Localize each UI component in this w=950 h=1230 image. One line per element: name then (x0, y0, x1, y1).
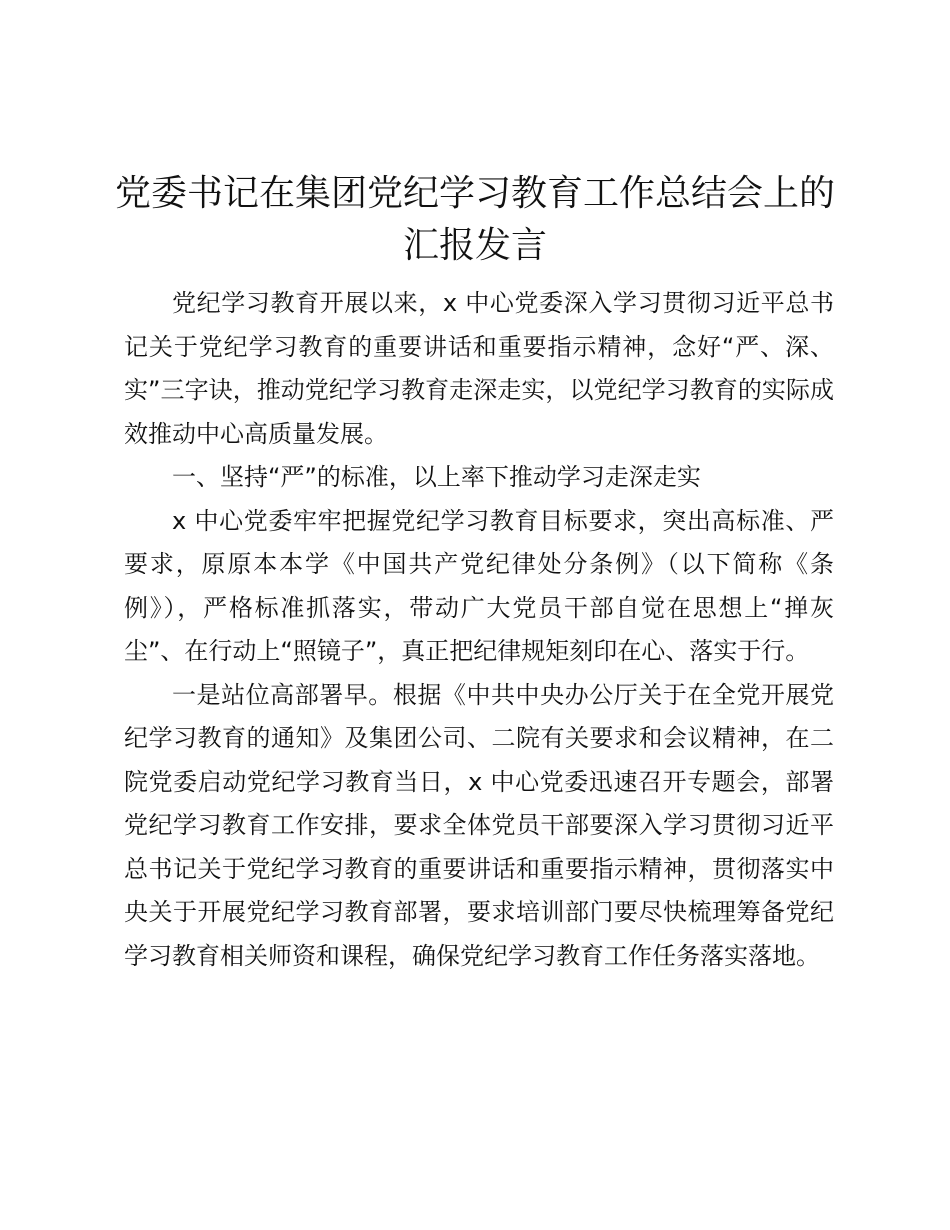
section-heading-1: 一、坚持“严”的标准，以上率下推动学习走深走实 (172, 463, 701, 491)
section-1-point-1-paragraph: 一是站位高部署早。根据《中共中央办公厅关于在全党开展党纪学习教育的通知》及集团公司、二院有关要求和会议精神，在二院党委启动党纪学习教育当日，x 中心党委迅速召开专题会，部署党纪学习教育工作安排，要求全体党员干部要深入学习贯彻习近平总书记关于党纪学习教育的重要讲话和重要指示精神，贯彻落实中央关于开展党纪学习教育部署，要求培训部门要尽快梳理筹备党纪学习教育相关师资和课程，确保党纪学习教育工作任务落实落地。 (124, 680, 834, 970)
section-1-paragraph: x 中心党委牢牢把握党纪学习教育目标要求，突出高标准、严要求，原原本本学《中国共产党纪律处分条例》（以下简称《条例》），严格标准抓落实，带动广大党员干部自觉在思想上“掸灰尘”、在行动上“照镜子”，真正把纪律规矩刻印在心、落实于行。 (124, 506, 834, 665)
intro-paragraph: 党纪学习教育开展以来，x 中心党委深入学习贯彻习近平总书记关于党纪学习教育的重要讲话和重要指示精神，念好“严、深、实”三字诀，推动党纪学习教育走深走实，以党纪学习教育的实际成效推动中心高质量发展。 (124, 289, 834, 448)
document-body (124, 282, 834, 978)
page-title: 党委书记在集团党纪学习教育工作总结会上的汇报发言 (114, 173, 835, 266)
